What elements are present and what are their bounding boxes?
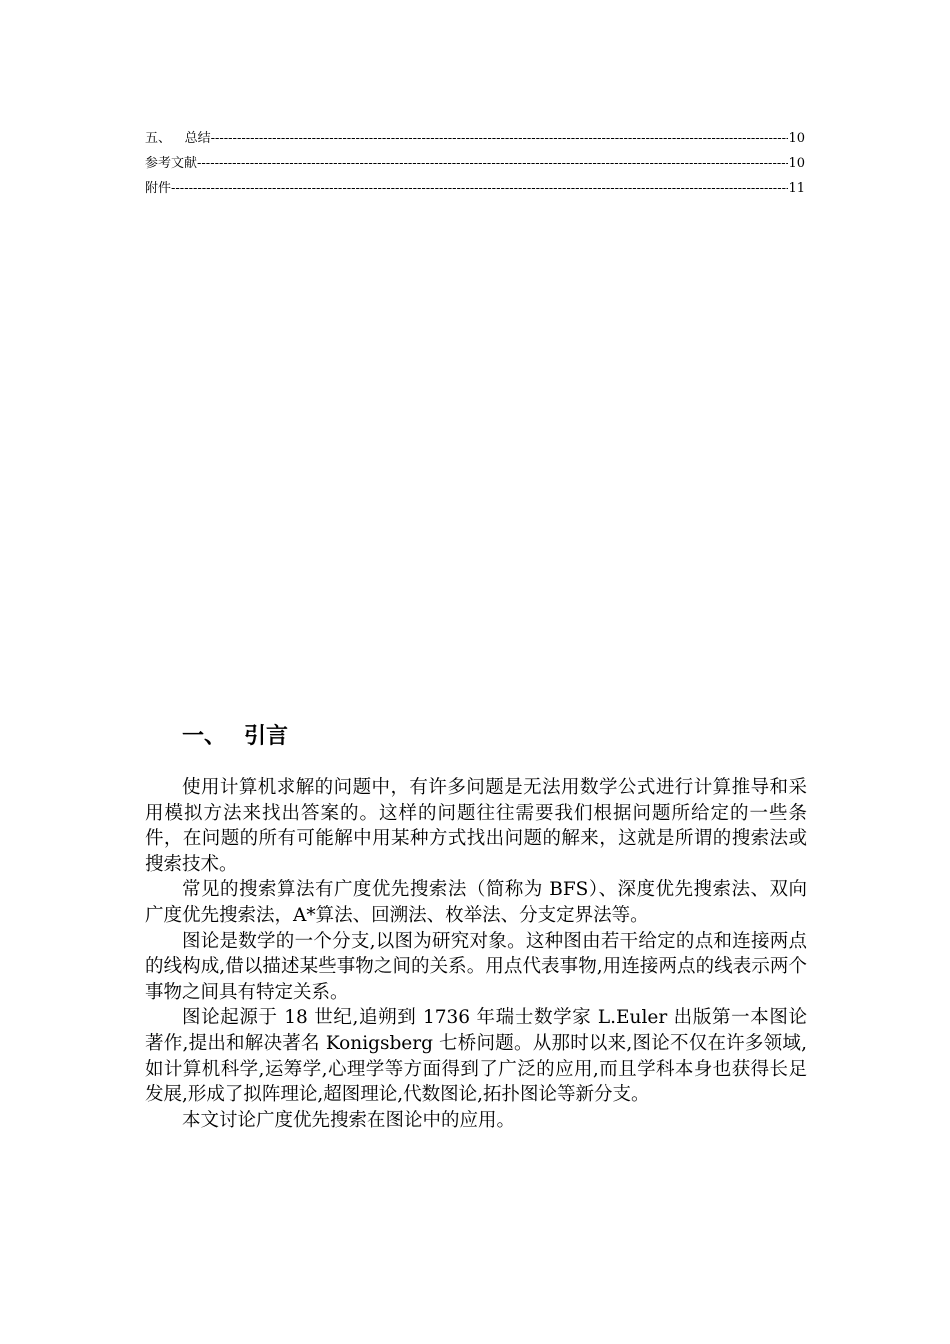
toc-entry-title: 参考文献 xyxy=(145,156,198,171)
section-number: 一、 xyxy=(182,724,227,749)
paragraph: 使用计算机求解的问题中，有许多问题是无法用数学公式进行计算推导和采用模拟方法来找出答案的。这样的问题往往需要我们根据问题所给定的一些条件，在问题的所有可能解中用某种方式找出问题的解来，这就是所谓的搜索法或搜索技术。 xyxy=(145,777,807,875)
toc-leader-dashes xyxy=(171,176,788,201)
toc-entry-references[interactable] xyxy=(145,151,805,176)
toc-entry-appendix[interactable] xyxy=(145,176,805,201)
toc-entry-page: 10 xyxy=(788,131,805,146)
toc-leader-dashes xyxy=(211,126,789,151)
toc-entry-page: 11 xyxy=(788,181,805,196)
toc-leader-dashes xyxy=(197,151,788,176)
paragraph: 常见的搜索算法有广度优先搜索法（简称为 BFS）、深度优先搜索法、双向广度优先搜索法，A*算法、回溯法、枚举法、分支定界法等。 xyxy=(145,879,807,926)
paragraph: 图论起源于 18 世纪,追朔到 1736 年瑞士数学家 L.Euler 出版第一本图论著作,提出和解决著名 Konigsberg 七桥问题。从那时以来,图论不仅在许多领域,如计算机科学,运筹学,心理学等方面得到了广泛的应用,而且学科本身也获得长足发展,形成了拟阵理论,超图理论,代数图论,拓扑图论等新分支。 xyxy=(145,1007,807,1106)
toc-entry-page: 10 xyxy=(788,156,805,171)
paragraph: 图论是数学的一个分支,以图为研究对象。这种图由若干给定的点和连接两点的线构成,借以描述某些事物之间的关系。用点代表事物,用连接两点的线表示两个事物之间具有特定关系。 xyxy=(145,930,807,1003)
section-title: 引言 xyxy=(244,724,289,749)
table-of-contents xyxy=(145,126,805,201)
section-body xyxy=(145,775,807,1133)
toc-entry-title: 附件 xyxy=(145,181,172,196)
toc-entry-summary[interactable] xyxy=(145,126,805,151)
toc-entry-title: 总结 xyxy=(184,131,211,146)
section-heading xyxy=(182,722,288,752)
toc-entry-number: 五、 xyxy=(145,131,172,146)
paragraph: 本文讨论广度优先搜索在图论中的应用。 xyxy=(182,1109,516,1131)
